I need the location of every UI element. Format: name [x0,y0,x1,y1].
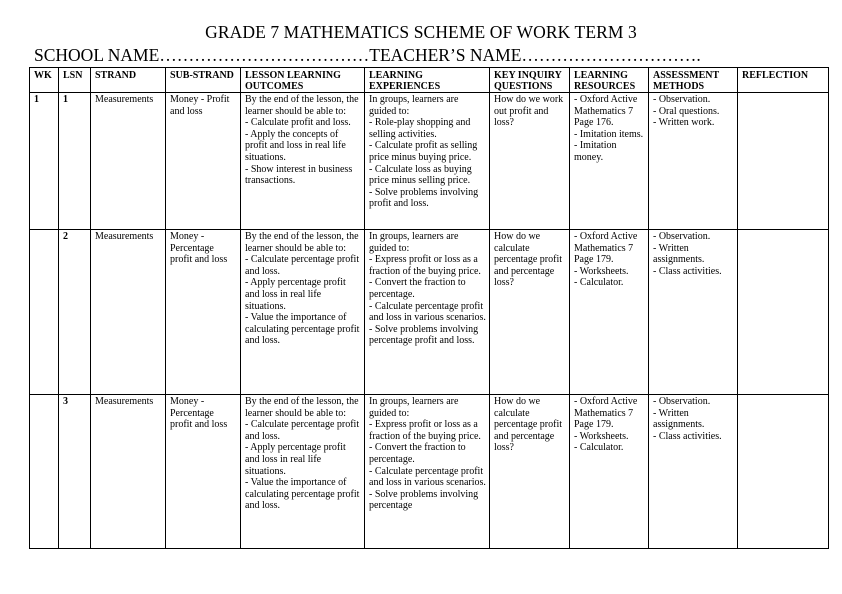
outcome-line: By the end of the lesson, the learner should be able to: [245,396,359,419]
cell-strand: Measurements [91,93,166,230]
table-row [30,395,829,549]
school-teacher-line [34,45,701,66]
resource-line: - Imitation money. [574,140,617,163]
cell-experiences [365,395,490,549]
resource-line: - Calculator. [574,442,624,454]
cell-experiences [365,230,490,395]
resource-line: - Worksheets. [574,265,629,277]
header-substrand: SUB-STRAND [166,68,241,93]
outcome-line: - Apply the concepts of profit and loss in real life situations. [245,128,346,163]
experience-line: - Role-play shopping and selling activities. [369,117,471,140]
assessment-line: - Observation. [653,396,711,407]
cell-wk [30,230,59,395]
experience-line: - Solve problems involving profit and loss. [369,186,479,210]
assessment-line: - Class activities. [653,265,722,277]
cell-questions: How do we calculate percentage profit and percentage loss? [490,230,570,395]
cell-resources [570,230,649,395]
experience-line: In groups, learners are guided to: [369,94,459,117]
resource-line: - Worksheets. [574,430,629,442]
header-outcomes: LESSON LEARNING OUTCOMES [241,68,365,93]
cell-outcomes [241,395,365,549]
cell-substrand: Money - Percentage profit and loss [166,230,241,395]
cell-outcomes [241,93,365,230]
assessment-line: - Observation. [653,94,711,105]
outcome-line: - Value the importance of calculating percentage profit and loss. [245,312,360,347]
assessment-line: - Observation. [653,231,711,242]
outcome-line: By the end of the lesson, the learner should be able to: [245,94,359,117]
cell-wk [30,395,59,549]
outcome-line: By the end of the lesson, the learner should be able to: [245,231,359,254]
resource-line: - Calculator. [574,277,624,289]
resource-line: - Imitation items. [574,128,644,140]
cell-resources [570,395,649,549]
resource-line: - Oxford Active Mathematics 7 Page 179. [574,231,638,266]
header-wk: WK [30,68,59,93]
experience-line: - Calculate loss as buying price minus selling price. [369,163,472,187]
assessment-line: - Oral questions. [653,105,720,117]
header-assessment: ASSESSMENT METHODS [649,68,738,93]
cell-substrand: Money - Percentage profit and loss [166,395,241,549]
header-strand: STRAND [91,68,166,93]
assessment-line: - Class activities. [653,430,722,442]
experience-line: In groups, learners are guided to: [369,231,459,254]
header-lsn: LSN [59,68,91,93]
table-row [30,93,829,230]
experience-line: - Express profit or loss as a fraction of the buying price. [369,419,481,442]
cell-substrand: Money - Profit and loss [166,93,241,230]
experience-line: In groups, learners are guided to: [369,396,459,419]
cell-assessment [649,395,738,549]
teacher-name-label: TEACHER’S NAME [369,45,522,65]
table-header-row [30,68,829,93]
teacher-name-blank: …………………………. [521,45,701,65]
cell-lsn: 3 [59,395,91,549]
experience-line: - Calculate percentage profit and loss in various scenarios. [369,465,486,489]
experience-line: - Calculate profit as selling price minus buying price. [369,140,478,163]
outcome-line: - Show interest in business transactions. [245,163,353,187]
experience-line: - Calculate percentage profit and loss in various scenarios. [369,300,486,324]
cell-assessment [649,230,738,395]
cell-resources [570,93,649,230]
assessment-line: - Written assignments. [653,242,705,266]
header-experiences: LEARNING EXPERIENCES [365,68,490,93]
table-row [30,230,829,395]
cell-reflection [738,230,829,395]
outcome-line: - Apply percentage profit and loss in real life situations. [245,442,346,477]
school-name-label: SCHOOL NAME [34,45,160,65]
document-title: GRADE 7 MATHEMATICS SCHEME OF WORK TERM 3 [205,22,637,42]
assessment-line: - Written work. [653,117,715,129]
outcome-line: - Calculate profit and loss. [245,117,351,129]
cell-wk: 1 [30,93,59,230]
resource-line: - Oxford Active Mathematics 7 Page 179. [574,396,638,431]
experience-line: - Solve problems involving percentage profit and loss. [369,323,479,347]
experience-line: - Convert the fraction to percentage. [369,442,466,465]
experience-line: - Convert the fraction to percentage. [369,277,466,300]
cell-reflection [738,93,829,230]
resource-line: - Oxford Active Mathematics 7 Page 176. [574,94,638,129]
outcome-line: - Apply percentage profit and loss in real life situations. [245,277,346,312]
cell-questions: How do we work out profit and loss? [490,93,570,230]
header-questions: KEY INQUIRY QUESTIONS [490,68,570,93]
cell-reflection [738,395,829,549]
cell-assessment [649,93,738,230]
experience-line: - Express profit or loss as a fraction of the buying price. [369,254,481,277]
outcome-line: - Calculate percentage profit and loss. [245,419,360,442]
cell-outcomes [241,230,365,395]
outcome-line: - Calculate percentage profit and loss. [245,254,360,277]
cell-lsn: 2 [59,230,91,395]
header-reflection: REFLECTION [738,68,829,93]
cell-experiences [365,93,490,230]
assessment-line: - Written assignments. [653,407,705,431]
scheme-of-work-table [29,67,829,549]
cell-questions: How do we calculate percentage profit and percentage loss? [490,395,570,549]
header-resources: LEARNING RESOURCES [570,68,649,93]
experience-line: - Solve problems involving percentage [369,488,479,512]
cell-strand: Measurements [91,395,166,549]
outcome-line: - Value the importance of calculating percentage profit and loss. [245,477,360,512]
cell-strand: Measurements [91,230,166,395]
cell-lsn: 1 [59,93,91,230]
school-name-blank: ……………………………… [159,45,370,65]
